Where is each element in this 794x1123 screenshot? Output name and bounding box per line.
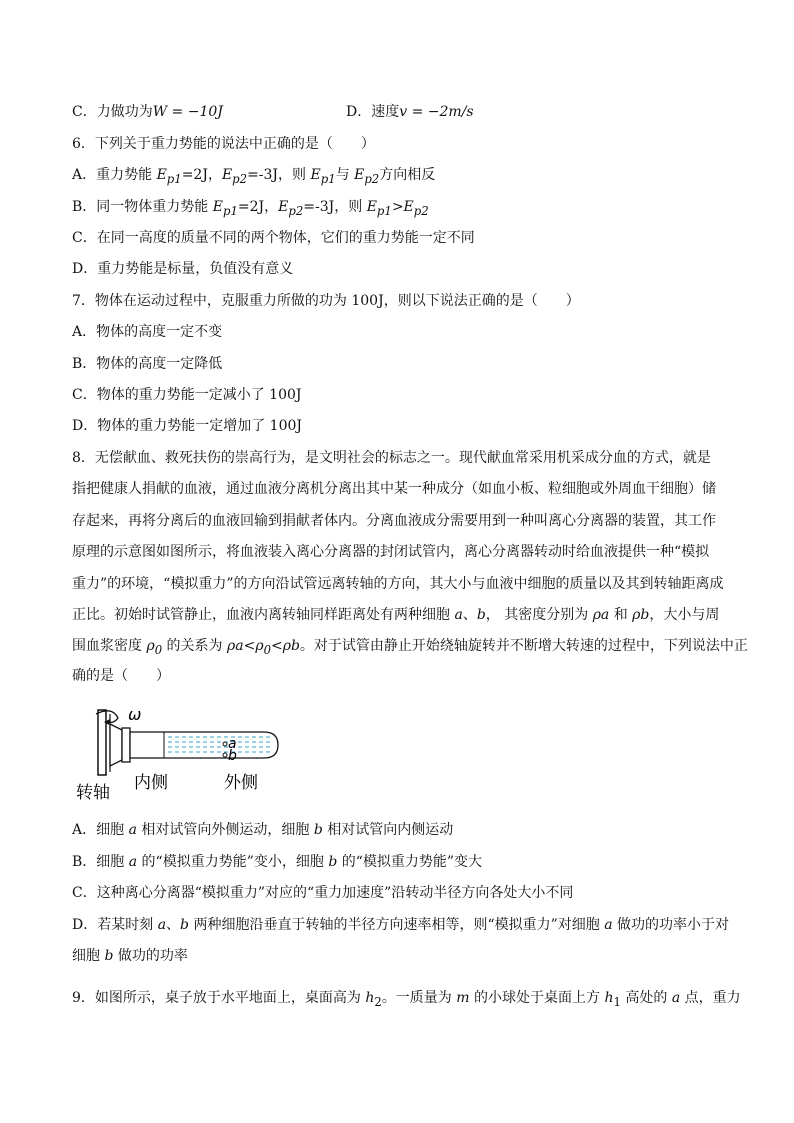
q8a-5: 相对试管向内侧运动 (322, 822, 454, 838)
q6a-m2: =-3J，则 (247, 167, 311, 183)
q8-6b: a (454, 607, 463, 623)
q9-2: h (365, 990, 375, 1006)
q8-line-6 (72, 605, 719, 625)
q6a-s3: p1 (320, 171, 336, 186)
axis-label: 转轴 (76, 783, 110, 803)
q8b-2: a (128, 854, 138, 870)
q8a-3: 相对试管向外侧运动，细胞 (136, 822, 314, 838)
q8-6d: b (476, 607, 486, 623)
axis-plate (98, 710, 106, 775)
cell-a-dot (223, 742, 227, 746)
q6a-m1: =2J， (181, 167, 222, 183)
q6a-m3: 与 (335, 167, 355, 183)
q8-7e: <ρb (270, 638, 300, 654)
q8b-3: 的“模拟重力势能”变小，细胞 (137, 854, 329, 870)
cell-b-dot (223, 753, 227, 757)
q6b-e1: E (212, 199, 223, 215)
q9-1: 9．如图所示，桌子放于水平地面上，桌面高为 (72, 990, 366, 1006)
tube-neck (110, 724, 122, 766)
q8d-10: 做功的功率 (113, 948, 188, 964)
q9-3: 。一质量为 (381, 990, 457, 1006)
q8a-4: b (313, 822, 323, 838)
q6a-e4: E (354, 167, 365, 183)
q8-option-d-cont (72, 946, 188, 966)
q8-7d: ρa<ρ (227, 638, 264, 654)
q5c-text: C．力做功为 (72, 104, 153, 120)
omega-label: ω (128, 705, 142, 724)
q8-7d-sub: 0 (263, 642, 271, 657)
q8-line-5: 重力”的环境，“模拟重力”的方向沿试管远离转轴的方向，其大小与血液中细胞的质量以及其到转轴距离成 (72, 576, 724, 592)
tube-body (130, 732, 278, 758)
q6-option-d: D．重力势能是标量，负值没有意义 (72, 261, 294, 277)
q6a-e3: E (310, 167, 321, 183)
q6b-pre: B．同一物体重力势能 (72, 199, 213, 215)
q8b-5: 的“模拟重力势能”变大 (337, 854, 483, 870)
q9-6: h (604, 990, 614, 1006)
q9-7: 高处的 (620, 990, 672, 1006)
q8-7a: 围血浆密度 (72, 638, 147, 654)
q8-6i: ，大小与周 (649, 607, 720, 623)
q6a-end: 方向相反 (379, 167, 436, 183)
q8-6a: 正比。初始时试管静止，血液内离转轴同样距离处有两种细胞 (72, 607, 455, 623)
q6a-pre: A．重力势能 (72, 167, 157, 183)
q9-stem (72, 988, 741, 1012)
q8d-3: 、 (166, 917, 181, 933)
q9-5: 的小球处于桌面上方 (469, 990, 605, 1006)
q7-option-d: D．物体的重力势能一定增加了 100J (72, 418, 303, 434)
q6b-m3: > (391, 199, 404, 215)
q6b-e2: E (278, 199, 289, 215)
q8-line-3: 存起来，再将分离后的血液回输到捐献者体内。分离血液成分需要用到一种叫离心分离器的装置，其工作 (72, 513, 716, 529)
q9-6s: 1 (613, 994, 621, 1009)
q9-9: 点，重力 (680, 990, 741, 1006)
q8-line-8: 确的是（ ） (72, 668, 170, 684)
q8-7c: 的关系为 (162, 638, 228, 654)
q7-option-a: A．物体的高度一定不变 (72, 324, 223, 340)
q7-option-c: C．物体的重力势能一定减小了 100J (72, 387, 302, 403)
q8-6f: ρa (592, 607, 610, 623)
q5d-eq: v = −2m/s (399, 104, 474, 120)
q6b-s3: p1 (376, 203, 392, 218)
q6a-s1: p1 (166, 171, 182, 186)
tube-cap (122, 728, 130, 762)
q8d-9: b (104, 948, 114, 964)
q9-4: m (456, 990, 470, 1006)
q8d-6: a (604, 917, 613, 933)
q6b-s1: p1 (222, 203, 238, 218)
q8a-2: a (128, 822, 137, 838)
q6b-m2: =-3J，则 (303, 199, 367, 215)
q8d-8: 细胞 (72, 948, 105, 964)
q5-option-d (346, 102, 474, 122)
q8-6e: ， 其密度分别为 (485, 607, 593, 623)
q6-option-b (72, 197, 429, 221)
q8d-2: a (157, 917, 167, 933)
q6b-s2: p2 (288, 203, 304, 218)
q8-line-7 (72, 636, 748, 660)
q6a-e1: E (156, 167, 167, 183)
q6-option-a (72, 165, 435, 189)
q6a-s2: p2 (232, 171, 248, 186)
q8-option-c: C．这种离心分离器“模拟重力”对应的“重力加速度”沿转动半径方向各处大小不同 (72, 885, 574, 901)
q8a-1: A．细胞 (72, 822, 129, 838)
q8-6g: 和 (609, 607, 633, 623)
q8d-1: D．若某时刻 (72, 917, 158, 933)
centrifuge-figure (68, 700, 288, 810)
q6a-s4: p2 (364, 171, 380, 186)
q5c-eq: W = −10J (152, 104, 223, 120)
q7-option-b: B．物体的高度一定降低 (72, 356, 223, 372)
q8-option-b (72, 852, 482, 872)
q8b-4: b (328, 854, 338, 870)
q8-7b: ρ (146, 638, 155, 654)
q6b-e4: E (403, 199, 414, 215)
q9-8: a (671, 990, 681, 1006)
q8-option-d (72, 915, 729, 935)
q5-option-c (72, 102, 474, 122)
q6-stem: 6．下列关于重力势能的说法中正确的是（ ） (72, 136, 375, 152)
q8-line-2: 指把健康人捐献的血液，通过血液分离机分离出其中某一种成分（如血小板、粒细胞或外周血干细胞）储 (72, 481, 716, 497)
q8-7f: 。对于试管由静止开始绕轴旋转并不断增大转速的过程中，下列说法中正 (299, 638, 748, 654)
q8-6h: ρb (632, 607, 650, 623)
q8-line-4: 原理的示意图如图所示，将血液装入离心分离器的封闭试管内，离心分离器转动时给血液提供一种“模拟 (72, 544, 710, 560)
q8d-4: b (180, 917, 190, 933)
q6a-e2: E (221, 167, 233, 183)
q7-stem: 7．物体在运动过程中，克服重力所做的功为 100J，则以下说法正确的是（ ） (72, 293, 580, 309)
q9-2s: 2 (374, 994, 382, 1009)
q8-line-1: 8．无偿献血、救死扶伤的崇高行为，是文明社会的标志之一。现代献血常采用机采成分血的方式，就是 (72, 450, 711, 466)
q8b-1: B．细胞 (72, 854, 129, 870)
q8-7b-sub: 0 (154, 642, 163, 657)
q5d-text: D．速度 (346, 104, 400, 120)
q6b-e3: E (366, 199, 377, 215)
q8d-5: 两种细胞沿垂直于转轴的半径方向速率相等，则“模拟重力”对细胞 (189, 917, 605, 933)
outer-side-label: 外侧 (224, 773, 258, 793)
q8-6c: 、 (462, 607, 477, 623)
q6b-s4: p2 (413, 203, 429, 218)
q6-option-c: C．在同一高度的质量不同的两个物体，它们的重力势能一定不同 (72, 230, 475, 246)
q6b-m1: =2J， (237, 199, 279, 215)
q8-option-a (72, 820, 453, 840)
cell-a-label: a (228, 736, 237, 752)
inner-side-label: 内侧 (134, 773, 168, 793)
cell-b-label: b (228, 748, 237, 764)
q8d-7: 做功的功率小于对 (612, 917, 730, 933)
